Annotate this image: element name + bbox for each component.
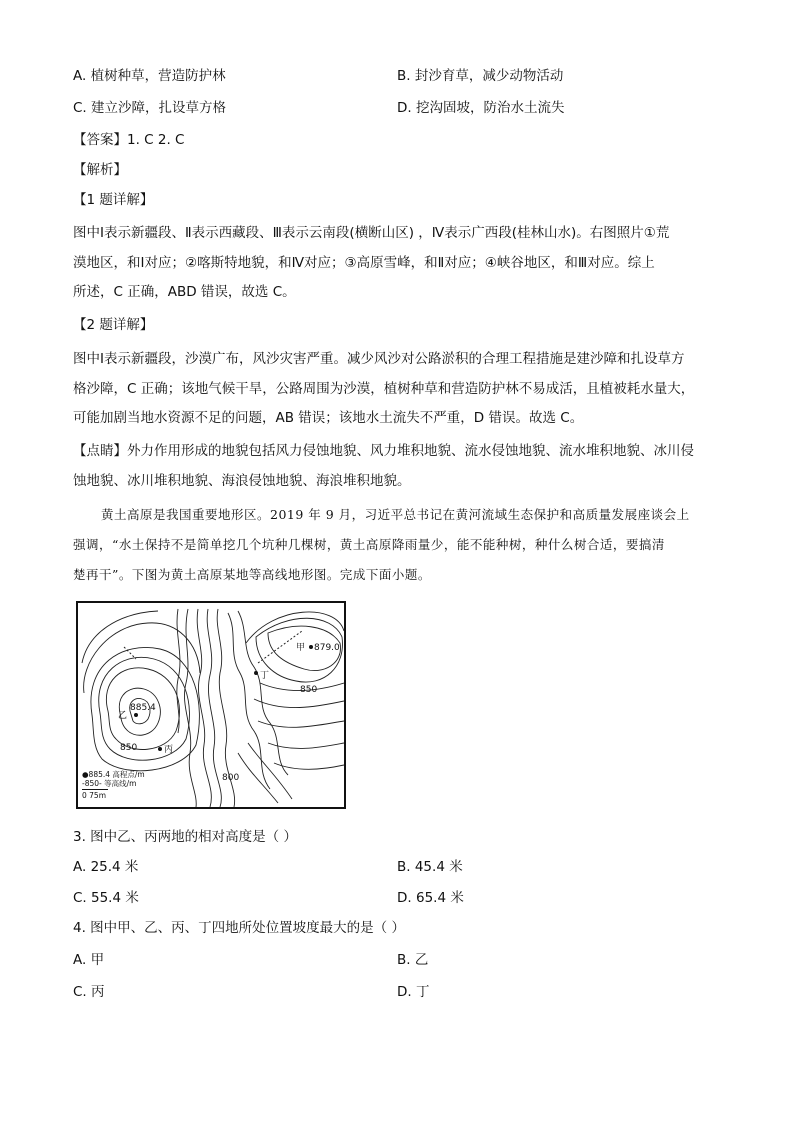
reading-passage [73, 500, 723, 590]
analysis-label: 【解析】 [73, 162, 127, 178]
tip-label: 【点睛】 [73, 443, 127, 459]
option-d: D. 挖沟固坡，防治水土流失 [397, 100, 565, 116]
legend-elevation-point: ●885.4 高程点/m [82, 770, 145, 779]
option-b: B. 封沙育草，减少动物活动 [397, 68, 564, 84]
q4-option-b: B. 乙 [397, 952, 429, 968]
q3-option-b: B. 45.4 米 [397, 859, 463, 875]
passage-line: 黄土高原是我国重要地形区。2019 年 9 月，习近平总书记在黄河流域生态保护和高质量发展座谈会上 [101, 507, 690, 522]
map-legend [82, 770, 145, 800]
q4-option-d: D. 丁 [397, 984, 430, 1000]
q4-option-c: C. 丙 [73, 984, 105, 1000]
q3-option-a: A. 25.4 米 [73, 859, 139, 875]
q2-detail-line: 格沙障，C 正确；该地气候干旱，公路周围为沙漠，植树种草和营造防护林不易成活，且植被耗水量大， [73, 380, 695, 397]
contour-label-800: 800 [222, 773, 240, 783]
contour-label-850-left: 850 [120, 743, 138, 753]
contour-map [76, 601, 346, 809]
point-bing-label: 丙 [164, 745, 174, 755]
point-yi-label: 乙 [118, 711, 128, 721]
q1-detail-body [73, 219, 723, 308]
q4-stem: 4. 图中甲、乙、丙、丁四地所处位置坡度最大的是（ ） [73, 920, 405, 936]
tip-line: 外力作用形成的地貌包括风力侵蚀地貌、风力堆积地貌、流水侵蚀地貌、流水堆积地貌、冰川侵 [127, 443, 694, 459]
q2-detail-line: 可能加剧当地水资源不足的问题，AB 错误；该地水土流失不严重，D 错误。故选 C。 [73, 410, 584, 426]
answer-label: 【答案】 [73, 132, 127, 148]
option-c: C. 建立沙障，扎设草方格 [73, 100, 227, 116]
answer-line [73, 130, 185, 150]
q2-detail-body [73, 345, 723, 434]
scale-bar [82, 789, 108, 790]
q4-option-a: A. 甲 [73, 952, 105, 968]
q1-detail-line: 所述，C 正确，ABD 错误，故选 C。 [73, 284, 296, 300]
point-jia-label: 甲 [296, 643, 306, 653]
q3-option-c: C. 55.4 米 [73, 890, 139, 906]
legend-contour: -850- 等高线/m [82, 779, 137, 788]
q3-option-d: D. 65.4 米 [397, 890, 464, 906]
q1-detail-heading: 【1 题详解】 [73, 192, 154, 208]
q1-detail-line: 漠地区，和Ⅰ对应；②喀斯特地貌，和Ⅳ对应；③高原雪峰，和Ⅱ对应；④峡谷地区，和Ⅲ对应。综上 [73, 254, 655, 271]
option-a: A. 植树种草，营造防护林 [73, 68, 226, 84]
point-jia-elevation: 879.0 [314, 643, 340, 653]
q3-stem: 3. 图中乙、丙两地的相对高度是（ ） [73, 829, 297, 845]
tip-block [73, 437, 723, 496]
legend-scale-label: 0 75m [82, 791, 107, 800]
q1-detail-line: 图中Ⅰ表示新疆段、Ⅱ表示西藏段、Ⅲ表示云南段(横断山区) ，Ⅳ表示广西段(桂林山水)。右图照片①荒 [73, 225, 670, 241]
contour-label-850-right: 850 [300, 685, 318, 695]
tip-line: 蚀地貌、冰川堆积地貌、海浪侵蚀地貌、海浪堆积地貌。 [73, 472, 411, 489]
q2-detail-line: 图中Ⅰ表示新疆段，沙漠广布，风沙灾害严重。减少风沙对公路淤积的合理工程措施是建沙障和扎设草方 [73, 351, 685, 367]
passage-line: 楚再干”。下图为黄土高原某地等高线地形图。完成下面小题。 [73, 567, 431, 582]
point-ding-label: 丁 [260, 671, 270, 681]
answer-text: 1. C 2. C [127, 132, 185, 148]
passage-line: 强调，“水土保持不是简单挖几个坑种几棵树，黄土高原降雨量少，能不能种树，种什么树合适，要搞清 [73, 537, 665, 552]
q2-detail-heading: 【2 题详解】 [73, 317, 154, 333]
point-yi-elevation: 885.4 [130, 703, 156, 713]
